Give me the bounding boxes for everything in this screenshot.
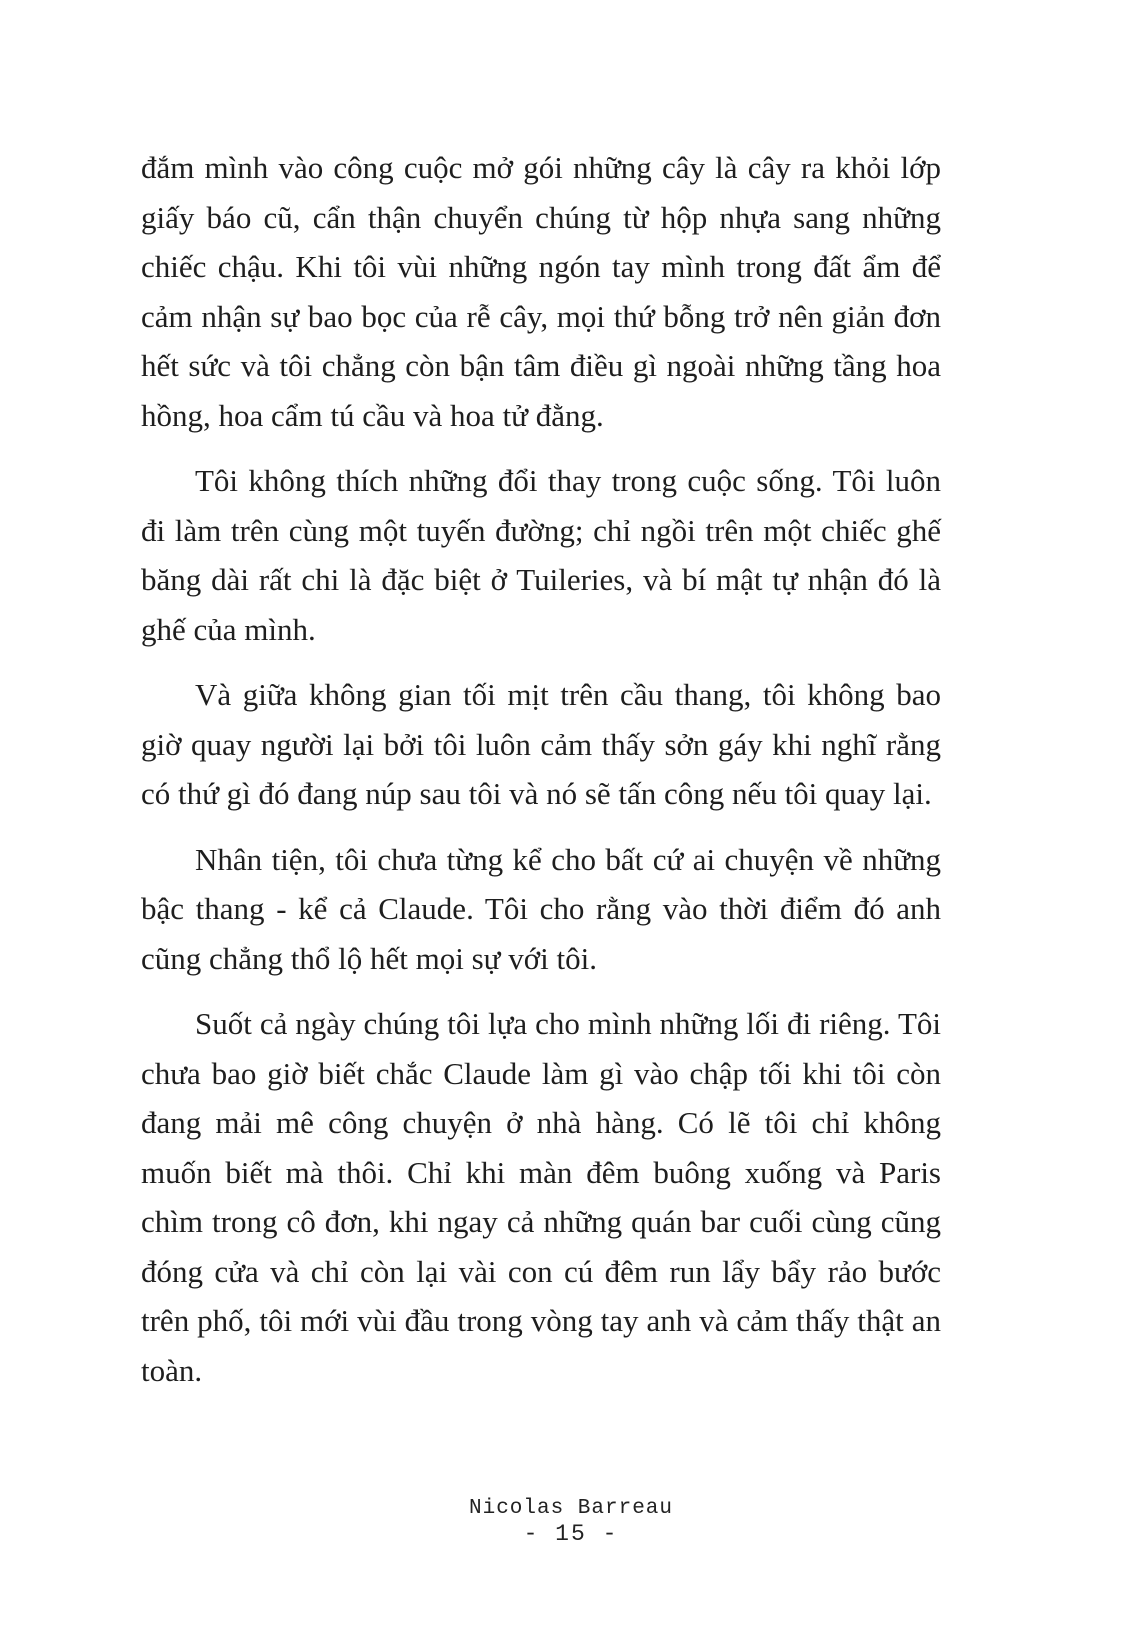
paragraph-4: Nhân tiện, tôi chưa từng kể cho bất cứ ai chuyện về những bậc thang - kể cả Claude. Tôi cho rằng vào thời điểm đó anh cũng chẳng thổ lộ hết mọi sự với tôi. — [141, 841, 941, 976]
paragraph-2: Tôi không thích những đổi thay trong cuộc sống. Tôi luôn đi làm trên cùng một tuyến đường; chỉ ngồi trên một chiếc ghế băng dài rất chi là đặc biệt ở Tuileries, và bí mật tự nhận đó là ghế của mình. — [141, 463, 941, 647]
page-number: - 15 - — [523, 1521, 619, 1547]
page-body-text — [141, 143, 941, 1411]
paragraph-3: Và giữa không gian tối mịt trên cầu thang, tôi không bao giờ quay người lại bởi tôi luôn cảm thấy sởn gáy khi nghĩ rằng có thứ gì đó đang núp sau tôi và nó sẽ tấn công nếu tôi quay lại. — [141, 677, 941, 811]
footer-author: Nicolas Barreau — [468, 1497, 674, 1520]
paragraph-1: đắm mình vào công cuộc mở gói những cây là cây ra khỏi lớp giấy báo cũ, cẩn thận chuyển chúng từ hộp nhựa sang những chiếc chậu. Khi tôi vùi những ngón tay mình trong đất ẩm để cảm nhận sự bao bọc của rễ cây, mọi thứ bỗng trở nên giản đơn hết sức và tôi chẳng còn bận tâm điều gì ngoài những tầng hoa hồng, hoa cẩm tú cầu và hoa tử đằng. — [141, 150, 941, 433]
paragraph-5: Suốt cả ngày chúng tôi lựa cho mình những lối đi riêng. Tôi chưa bao giờ biết chắc Claude làm gì vào chập tối khi tôi còn đang mải mê công chuyện ở nhà hàng. Có lẽ tôi chỉ không muốn biết mà thôi. Chỉ khi màn đêm buông xuống và Paris chìm trong cô đơn, khi ngay cả những quán bar cuối cùng cũng đóng cửa và chỉ còn lại vài con cú đêm run lẩy bẩy rảo bước trên phố, tôi mới vùi đầu trong vòng tay anh và cảm thấy thật an toàn. — [141, 1006, 941, 1388]
